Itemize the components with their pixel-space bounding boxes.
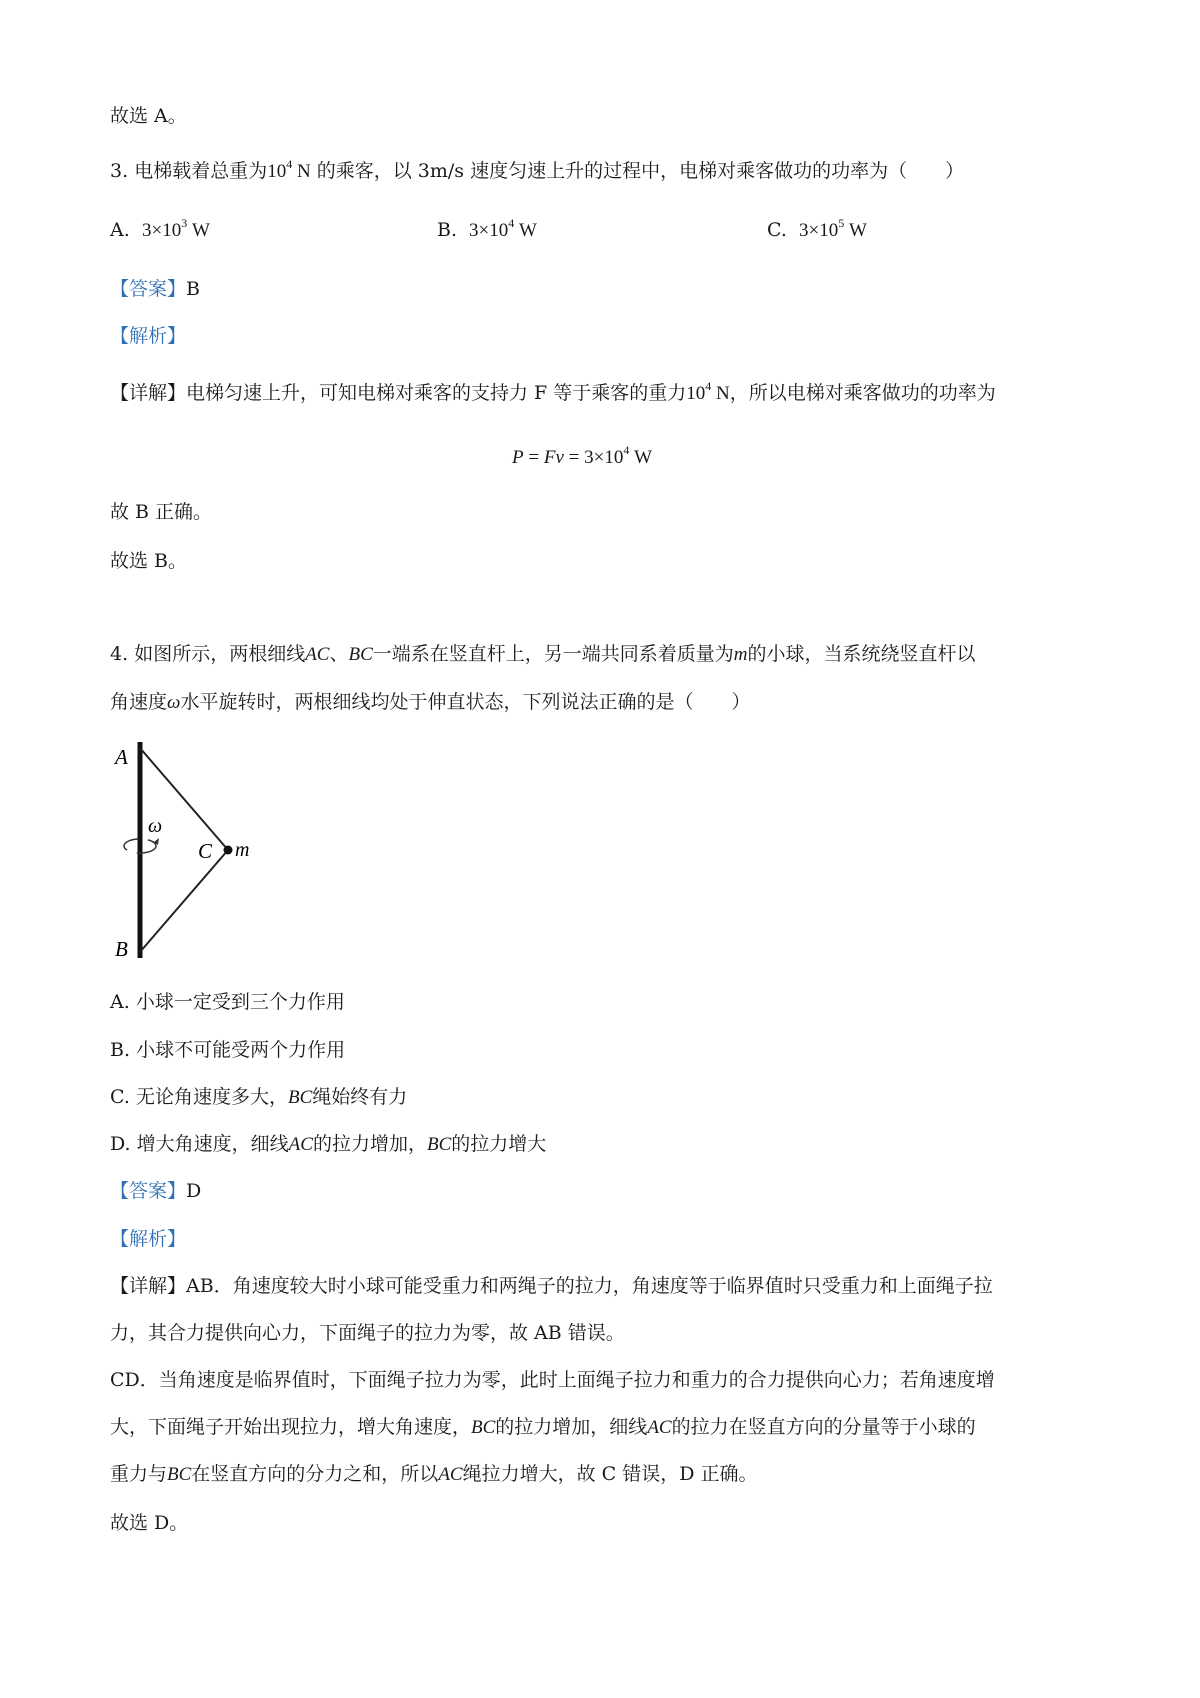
q4-analysis-tag: 【解析】 [110, 1228, 187, 1250]
q4-option-c[interactable]: C. 无论角速度多大，BC绳始终有力 [110, 1086, 408, 1108]
label-omega: ω [148, 815, 163, 837]
q4-choose: 故选 D。 [110, 1512, 189, 1534]
q4-detail-4: 大，下面绳子开始出现拉力，增大角速度，BC的拉力增加，细线AC的拉力在竖直方向的分量等于小球的 [110, 1416, 976, 1438]
q4-detail-5: 重力与BC在竖直方向的分力之和，所以AC绳拉力增大，故 C 错误，D 正确。 [110, 1463, 758, 1485]
q4-stem-line2: 角速度ω水平旋转时，两根细线均处于伸直状态，下列说法正确的是（ ） [110, 691, 751, 713]
q3-correct: 故 B 正确。 [110, 501, 213, 523]
q4-detail-3: CD．当角速度是临界值时，下面绳子拉力为零，此时上面绳子拉力和重力的合力提供向心力；若角速度增 [110, 1369, 995, 1391]
q4-detail-2: 力，其合力提供向心力，下面绳子的拉力为零，故 AB 错误。 [110, 1322, 625, 1344]
q3-choose: 故选 B。 [110, 550, 188, 572]
q4-stem-line1: 4. 如图所示，两根细线AC、BC一端系在竖直杆上，另一端共同系着质量为m的小球，当系统绕竖直杆以 [110, 643, 976, 665]
q3-stem: 3. 电梯载着总重为$10^4$ N 的乘客，以 3m/s 速度匀速上升的过程中，电梯对乘客做功的功率为（ ） [110, 157, 965, 182]
q3-option-a[interactable]: A. $3\times 10^3$ W [110, 216, 210, 241]
q4-detail-1: 【详解】AB．角速度较大时小球可能受重力和两绳子的拉力，角速度等于临界值时只受重力和上面绳子拉 [110, 1275, 993, 1297]
label-b: B [115, 937, 128, 958]
q4-option-a[interactable]: A. 小球一定受到三个力作用 [110, 991, 345, 1013]
q3-detail: 【详解】电梯匀速上升，可知电梯对乘客的支持力 F 等于乘客的重力$10^4$ N，所以电梯对乘客做功的功率为 [110, 379, 996, 404]
prev-choose: 故选 A。 [110, 105, 187, 127]
q4-answer: 【答案】D [110, 1180, 202, 1202]
q3-formula: $P = Fv = 3\times 10^4$ W [512, 443, 652, 468]
q3-answer: 【答案】B [110, 278, 200, 300]
figure-svg [110, 738, 270, 958]
rod-strings-figure [110, 738, 270, 963]
q3-option-b[interactable]: B. $3\times 10^4$ W [437, 216, 537, 241]
label-a: A [115, 745, 128, 769]
q4-option-b[interactable]: B. 小球不可能受两个力作用 [110, 1039, 346, 1061]
label-m: m [235, 839, 250, 861]
q4-option-d[interactable]: D. 增大角速度，细线AC的拉力增加，BC的拉力增大 [110, 1133, 547, 1155]
q3-analysis-tag: 【解析】 [110, 325, 187, 347]
q3-option-c[interactable]: C. $3\times 10^5$ W [767, 216, 867, 241]
label-c: C [198, 839, 213, 863]
string-bc [140, 850, 228, 952]
ball [224, 846, 233, 855]
